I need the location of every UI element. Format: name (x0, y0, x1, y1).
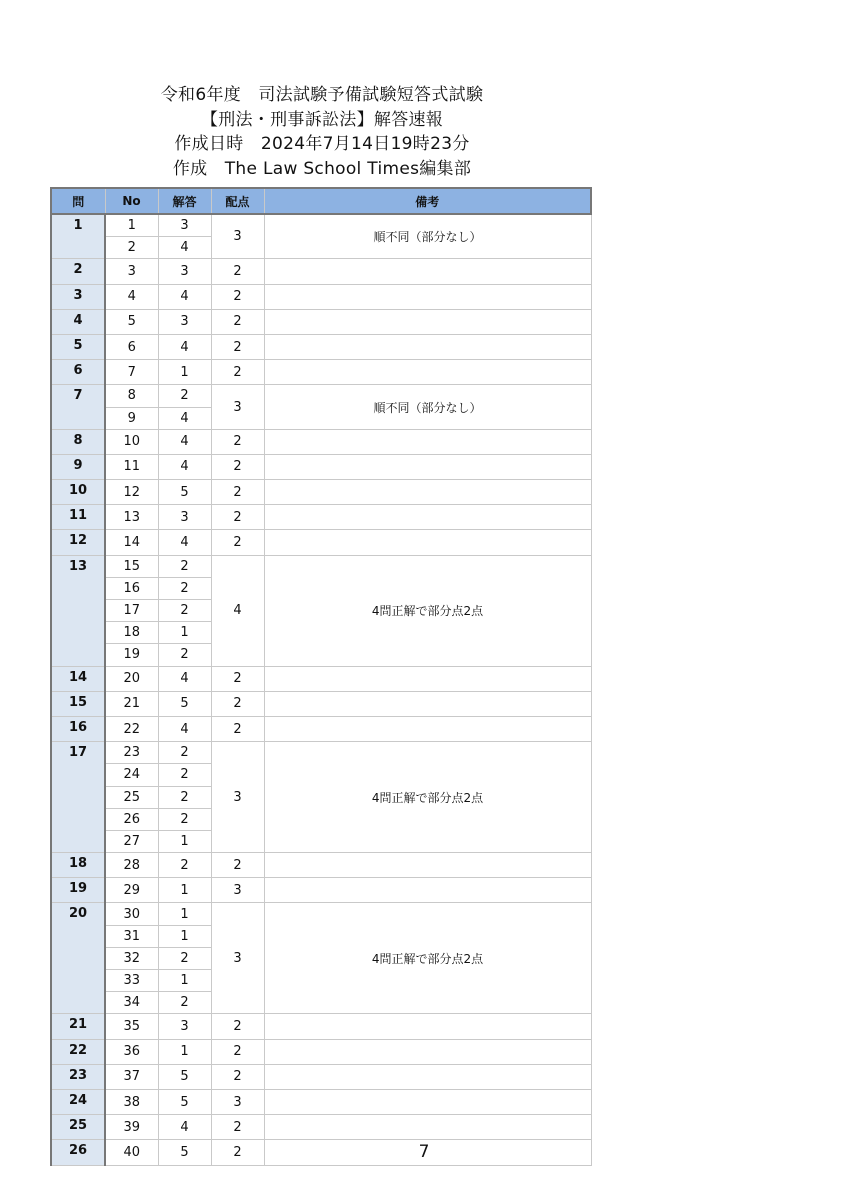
answer-cell: 2 (158, 644, 211, 666)
question-number-cell: 21 (51, 1014, 105, 1039)
answer-cell: 2 (158, 853, 211, 878)
answer-cell: 4 (158, 1115, 211, 1140)
notes-cell (264, 1064, 591, 1089)
notes-cell (264, 334, 591, 359)
answer-cell: 4 (158, 334, 211, 359)
item-number-cell: 25 (105, 786, 158, 808)
column-header-points: 配点 (211, 188, 264, 214)
question-number-cell: 26 (51, 1140, 105, 1165)
table-header-row (51, 188, 591, 214)
table-row (51, 360, 591, 385)
points-cell: 2 (211, 1014, 264, 1039)
points-cell: 3 (211, 385, 264, 429)
answer-cell: 5 (158, 1064, 211, 1089)
answer-cell: 1 (158, 970, 211, 992)
item-number-cell: 12 (105, 480, 158, 505)
answer-cell: 2 (158, 992, 211, 1014)
table-row (51, 480, 591, 505)
points-cell: 2 (211, 1039, 264, 1064)
table-row (51, 284, 591, 309)
notes-cell (264, 360, 591, 385)
item-number-cell: 31 (105, 925, 158, 947)
answer-cell: 3 (158, 1014, 211, 1039)
question-number-cell: 10 (51, 480, 105, 505)
item-number-cell: 4 (105, 284, 158, 309)
question-number-cell: 9 (51, 454, 105, 479)
item-number-cell: 37 (105, 1064, 158, 1089)
answer-cell: 1 (158, 1039, 211, 1064)
item-number-cell: 2 (105, 237, 158, 259)
points-cell: 2 (211, 1140, 264, 1165)
notes-cell: 順不同（部分なし） (264, 214, 591, 259)
points-cell: 2 (211, 853, 264, 878)
table-body (51, 214, 591, 1165)
column-header-answer: 解答 (158, 188, 211, 214)
answer-cell: 1 (158, 878, 211, 903)
question-number-cell: 12 (51, 530, 105, 555)
notes-cell (264, 853, 591, 878)
question-number-cell: 18 (51, 853, 105, 878)
points-cell: 2 (211, 259, 264, 284)
answer-cell: 2 (158, 600, 211, 622)
table-row (51, 309, 591, 334)
notes-cell (264, 505, 591, 530)
table-row (51, 853, 591, 878)
item-number-cell: 11 (105, 454, 158, 479)
notes-cell (264, 309, 591, 334)
points-cell: 2 (211, 284, 264, 309)
question-number-cell: 5 (51, 334, 105, 359)
item-number-cell: 13 (105, 505, 158, 530)
answer-cell: 3 (158, 309, 211, 334)
points-cell: 2 (211, 309, 264, 334)
points-cell: 2 (211, 530, 264, 555)
question-number-cell: 14 (51, 666, 105, 691)
question-number-cell: 8 (51, 429, 105, 454)
item-number-cell: 21 (105, 691, 158, 716)
table-row (51, 1064, 591, 1089)
points-cell: 2 (211, 505, 264, 530)
item-number-cell: 40 (105, 1140, 158, 1165)
table-row (51, 742, 591, 764)
item-number-cell: 35 (105, 1014, 158, 1039)
answer-cell: 4 (158, 454, 211, 479)
item-number-cell: 5 (105, 309, 158, 334)
table-row (51, 903, 591, 925)
notes-cell (264, 666, 591, 691)
table-row (51, 691, 591, 716)
notes-cell (264, 878, 591, 903)
points-cell: 2 (211, 334, 264, 359)
answer-cell: 1 (158, 622, 211, 644)
item-number-cell: 33 (105, 970, 158, 992)
notes-cell (264, 480, 591, 505)
notes-cell: 4問正解で部分点2点 (264, 903, 591, 1014)
item-number-cell: 17 (105, 600, 158, 622)
header-subject: 【刑法・刑事訴訟法】解答速報 (200, 109, 444, 130)
answer-cell: 2 (158, 786, 211, 808)
answer-cell: 1 (158, 925, 211, 947)
answer-table (50, 187, 592, 1166)
item-number-cell: 27 (105, 830, 158, 852)
question-number-cell: 17 (51, 742, 105, 853)
question-number-cell: 20 (51, 903, 105, 1014)
header-title: 令和6年度 司法試験予備試験短答式試験 (160, 85, 484, 105)
item-number-cell: 24 (105, 764, 158, 786)
answer-cell: 4 (158, 666, 211, 691)
answer-cell: 2 (158, 385, 211, 407)
answer-cell: 5 (158, 1140, 211, 1165)
table-row (51, 878, 591, 903)
notes-cell: 順不同（部分なし） (264, 385, 591, 429)
points-cell: 2 (211, 454, 264, 479)
table-row (51, 1115, 591, 1140)
points-cell: 2 (211, 691, 264, 716)
points-cell: 2 (211, 1115, 264, 1140)
answer-cell: 2 (158, 808, 211, 830)
question-number-cell: 6 (51, 360, 105, 385)
answer-cell: 1 (158, 360, 211, 385)
item-number-cell: 20 (105, 666, 158, 691)
item-number-cell: 15 (105, 555, 158, 577)
column-header-notes: 備考 (264, 188, 591, 214)
points-cell: 2 (211, 1064, 264, 1089)
notes-cell: 4問正解で部分点2点 (264, 555, 591, 666)
column-header-question: 問 (51, 188, 105, 214)
points-cell: 3 (211, 1089, 264, 1114)
table-row (51, 666, 591, 691)
notes-cell (264, 429, 591, 454)
question-number-cell: 13 (51, 555, 105, 666)
answer-cell: 4 (158, 284, 211, 309)
points-cell: 2 (211, 480, 264, 505)
answer-cell: 4 (158, 237, 211, 259)
table-row (51, 505, 591, 530)
points-cell: 2 (211, 360, 264, 385)
item-number-cell: 9 (105, 407, 158, 429)
table-row (51, 385, 591, 407)
item-number-cell: 19 (105, 644, 158, 666)
table-row (51, 530, 591, 555)
answer-cell: 1 (158, 830, 211, 852)
table-row (51, 1014, 591, 1039)
question-number-cell: 4 (51, 309, 105, 334)
notes-cell (264, 691, 591, 716)
item-number-cell: 38 (105, 1089, 158, 1114)
header-created-date: 作成日時 2024年7月14日19時23分 (174, 134, 470, 154)
table-row (51, 454, 591, 479)
points-cell: 2 (211, 429, 264, 454)
question-number-cell: 11 (51, 505, 105, 530)
question-number-cell: 3 (51, 284, 105, 309)
notes-cell (264, 259, 591, 284)
notes-cell (264, 530, 591, 555)
table-row (51, 555, 591, 577)
item-number-cell: 18 (105, 622, 158, 644)
question-number-cell: 1 (51, 214, 105, 259)
points-cell: 3 (211, 214, 264, 259)
item-number-cell: 28 (105, 853, 158, 878)
answer-cell: 2 (158, 764, 211, 786)
answer-cell: 2 (158, 947, 211, 969)
points-cell: 3 (211, 742, 264, 853)
answer-cell: 5 (158, 691, 211, 716)
column-header-number: No (105, 188, 158, 214)
question-number-cell: 22 (51, 1039, 105, 1064)
question-number-cell: 25 (51, 1115, 105, 1140)
answer-cell: 1 (158, 903, 211, 925)
answer-cell: 4 (158, 429, 211, 454)
item-number-cell: 14 (105, 530, 158, 555)
notes-cell: 4問正解で部分点2点 (264, 742, 591, 853)
item-number-cell: 7 (105, 360, 158, 385)
notes-cell (264, 1115, 591, 1140)
notes-cell (264, 454, 591, 479)
question-number-cell: 19 (51, 878, 105, 903)
answer-cell: 3 (158, 259, 211, 284)
answer-cell: 4 (158, 716, 211, 741)
notes-cell (264, 716, 591, 741)
table-row (51, 1089, 591, 1114)
notes-cell (264, 1039, 591, 1064)
question-number-cell: 16 (51, 716, 105, 741)
answer-cell: 2 (158, 742, 211, 764)
notes-cell (264, 284, 591, 309)
notes-cell (264, 1089, 591, 1114)
table-row (51, 214, 591, 237)
answer-cell: 2 (158, 577, 211, 599)
table-row (51, 429, 591, 454)
table-row (51, 716, 591, 741)
answer-cell: 4 (158, 530, 211, 555)
answer-cell: 3 (158, 214, 211, 237)
item-number-cell: 3 (105, 259, 158, 284)
item-number-cell: 1 (105, 214, 158, 237)
item-number-cell: 26 (105, 808, 158, 830)
points-cell: 4 (211, 555, 264, 666)
question-number-cell: 24 (51, 1089, 105, 1114)
item-number-cell: 6 (105, 334, 158, 359)
answer-cell: 5 (158, 1089, 211, 1114)
points-cell: 2 (211, 666, 264, 691)
points-cell: 2 (211, 716, 264, 741)
item-number-cell: 34 (105, 992, 158, 1014)
item-number-cell: 30 (105, 903, 158, 925)
header-author: 作成 The Law School Times編集部 (172, 158, 472, 179)
table-row (51, 1039, 591, 1064)
item-number-cell: 16 (105, 577, 158, 599)
item-number-cell: 10 (105, 429, 158, 454)
item-number-cell: 8 (105, 385, 158, 407)
item-number-cell: 39 (105, 1115, 158, 1140)
item-number-cell: 36 (105, 1039, 158, 1064)
item-number-cell: 29 (105, 878, 158, 903)
item-number-cell: 23 (105, 742, 158, 764)
page-number: 7 (418, 1142, 430, 1162)
item-number-cell: 22 (105, 716, 158, 741)
question-number-cell: 2 (51, 259, 105, 284)
document-header (0, 83, 644, 181)
item-number-cell: 32 (105, 947, 158, 969)
points-cell: 3 (211, 903, 264, 1014)
answer-cell: 5 (158, 480, 211, 505)
notes-cell (264, 1014, 591, 1039)
table-row (51, 259, 591, 284)
answer-cell: 4 (158, 407, 211, 429)
points-cell: 3 (211, 878, 264, 903)
question-number-cell: 15 (51, 691, 105, 716)
question-number-cell: 7 (51, 385, 105, 429)
question-number-cell: 23 (51, 1064, 105, 1089)
answer-cell: 2 (158, 555, 211, 577)
answer-cell: 3 (158, 505, 211, 530)
table-row (51, 334, 591, 359)
